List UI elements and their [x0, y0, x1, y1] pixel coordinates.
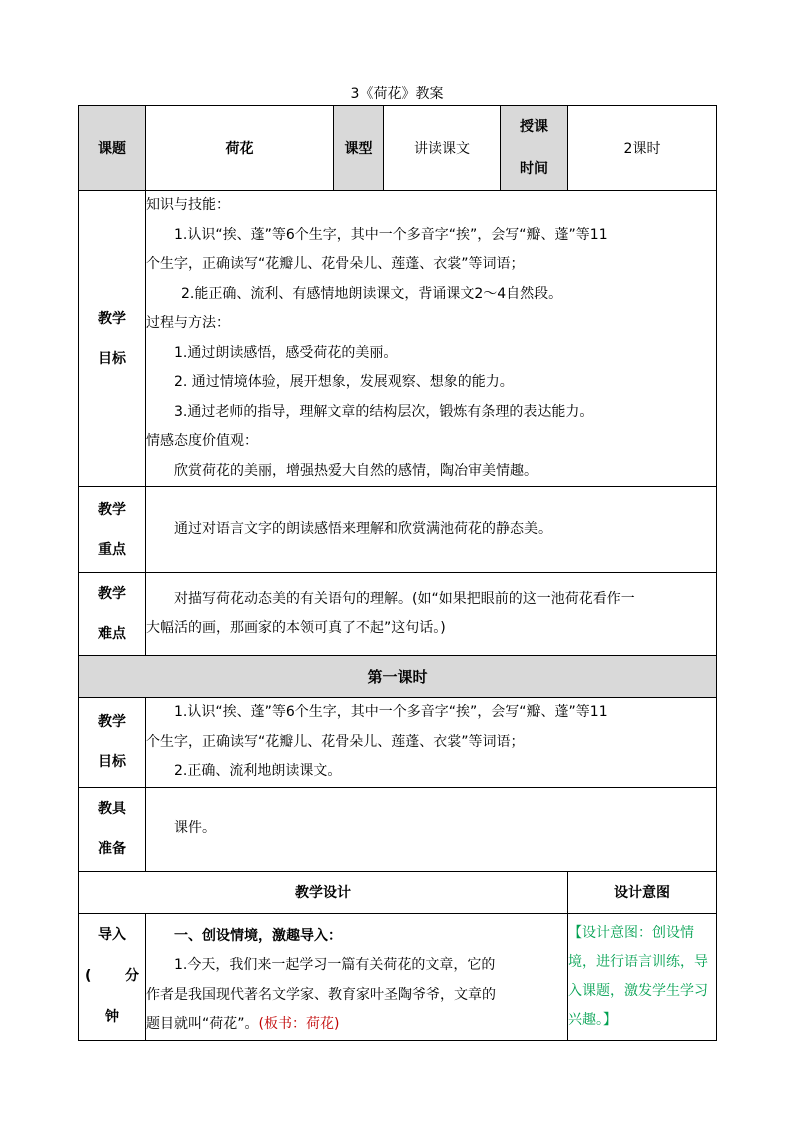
- lesson1-goal-item: 2.正确、流利地朗读课文。: [174, 763, 342, 779]
- goals-item: 2.能正确、流利、有感情地朗读课文，背诵课文2～4自然段。: [181, 285, 563, 302]
- design-header-row: [79, 871, 717, 913]
- header-row: [79, 106, 717, 191]
- lesson1-goals-label: [79, 698, 146, 788]
- type-value: 讲读课文: [384, 106, 501, 191]
- intro-label: [79, 913, 146, 1040]
- difficulty-content: [146, 573, 717, 656]
- goals-row: [79, 191, 717, 487]
- goals-item: 2. 通过情境体验，展开想象，发展观察、想象的能力。: [174, 374, 514, 390]
- focus-label-line-1: 教学: [98, 501, 126, 518]
- lesson1-title: 第一课时: [79, 656, 717, 698]
- goals-content: [146, 191, 717, 487]
- goals-item: 3.通过老师的指导，理解文章的结构层次，锻炼有条理的表达能力。: [174, 403, 594, 420]
- tools-text: 课件。: [174, 820, 216, 837]
- difficulty-text: 对描写荷花动态美的有关语句的理解。(如“如果把眼前的这一池荷花看作一: [174, 590, 635, 607]
- focus-text: 通过对语言文字的朗读感悟来理解和欣赏满池荷花的静态美。: [174, 520, 552, 537]
- lesson1-goals-label-line-1: 教学: [98, 714, 126, 731]
- difficulty-text-cont: 大幅活的画，那画家的本领可真了不起”这句话。): [146, 620, 446, 636]
- topic-label: 课题: [79, 106, 146, 191]
- intro-text: 1.今天，我们来一起学习一篇有关荷花的文章，它的: [174, 957, 496, 973]
- difficulty-row: [79, 573, 717, 656]
- intro-label-line-1: 导入: [98, 927, 126, 943]
- design-col-teaching: 教学设计: [79, 871, 568, 913]
- intro-text-end: 题目就叫“荷花”。: [146, 1016, 259, 1032]
- goals-item: 1.认识“挨、蓬”等6个生字，其中一个多音字“挨”，会写“瓣、蓬”等11: [174, 226, 608, 243]
- goals-item: 欣赏荷花的美丽，增强热爱大自然的感情，陶冶审美情趣。: [174, 462, 538, 479]
- tools-label-line-1: 教具: [98, 801, 126, 817]
- intro-label-line-2: [79, 956, 145, 997]
- intro-row: [79, 913, 717, 1040]
- focus-label: [79, 487, 146, 573]
- goals-item-cont: 个生字，正确读写“花瓣儿、花骨朵儿、莲蓬、衣裳”等词语；: [146, 256, 525, 272]
- intro-text-cont: 作者是我国现代著名文学家、教育家叶圣陶爷爷，文章的: [146, 986, 496, 1003]
- lesson1-goals-label-line-2: 目标: [98, 754, 126, 771]
- board-note: (板书：荷花): [258, 1016, 340, 1032]
- document-title: 3《荷花》教案: [350, 86, 444, 102]
- time-label-line-2: 时间: [520, 161, 548, 177]
- focus-label-line-2: 重点: [98, 541, 126, 558]
- lesson1-title-row: [79, 656, 717, 698]
- intro-label-paren: (: [85, 968, 92, 984]
- topic-value: 荷花: [146, 106, 334, 191]
- focus-row: [79, 487, 717, 573]
- intro-heading: 一、创设情境，激趣导入：: [174, 927, 342, 944]
- goals-heading-process: 过程与方法：: [146, 315, 230, 331]
- difficulty-label-line-1: 教学: [98, 586, 126, 602]
- lesson-plan-table: [78, 105, 717, 1041]
- tools-label-line-2: 准备: [98, 841, 126, 857]
- goals-heading-attitude: 情感态度价值观：: [146, 433, 258, 449]
- type-label: 课型: [334, 106, 384, 191]
- intro-content: [146, 913, 568, 1040]
- difficulty-label: [79, 573, 146, 656]
- time-label-line-1: 授课: [520, 119, 548, 135]
- time-value: 2课时: [568, 106, 717, 191]
- goals-label-line-2: 目标: [98, 350, 126, 367]
- lesson1-goals-row: [79, 698, 717, 788]
- lesson1-goals-content: [146, 698, 717, 788]
- goals-label-line-1: 教学: [98, 310, 126, 327]
- focus-content: [146, 487, 717, 573]
- intro-intent: 【设计意图：创设情境，进行语言训练，导入课题，激发学生学习兴趣。】: [568, 913, 717, 1040]
- intro-label-minutes: 分: [125, 968, 139, 984]
- goals-item: 1.通过朗读感悟，感受荷花的美丽。: [174, 344, 398, 361]
- goals-label: [79, 191, 146, 487]
- lesson1-goal-item-cont: 个生字，正确读写“花瓣儿、花骨朵儿、莲蓬、衣裳”等词语；: [146, 733, 525, 750]
- goals-heading-knowledge: 知识与技能：: [146, 197, 230, 213]
- time-label: [501, 106, 568, 191]
- design-col-intent: 设计意图: [568, 871, 717, 913]
- difficulty-label-line-2: 难点: [98, 626, 126, 642]
- lesson1-goal-item: 1.认识“挨、蓬”等6个生字，其中一个多音字“挨”，会写“瓣、蓬”等11: [174, 704, 608, 720]
- intro-label-line-3: 钟: [105, 1009, 119, 1025]
- intro-text-cont: [146, 1010, 567, 1040]
- tools-label: [79, 787, 146, 871]
- tools-row: [79, 787, 717, 871]
- tools-content: [146, 787, 717, 871]
